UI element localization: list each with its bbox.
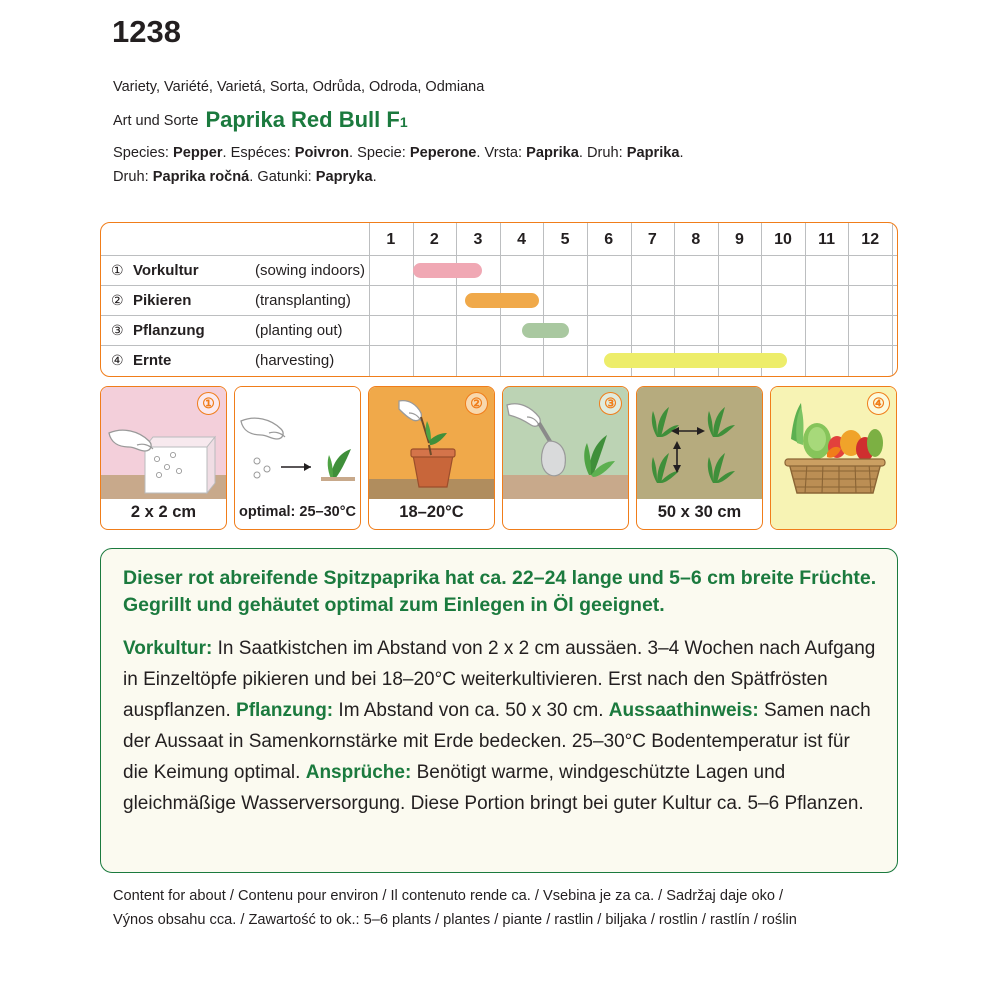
calendar-month-2: 2 xyxy=(429,231,439,248)
variety-name-subscript: 1 xyxy=(399,114,408,130)
species-line-2-end: . xyxy=(372,169,377,185)
species-label-it: . Specie: xyxy=(349,145,410,161)
calendar-column-rule xyxy=(892,223,893,376)
calendar-step-name-de: Vorkultur xyxy=(133,262,199,279)
calendar-step-number: ① xyxy=(111,262,124,278)
species-label-sk: Druh: xyxy=(113,169,153,185)
calendar-month-5: 5 xyxy=(560,231,570,248)
description-body xyxy=(123,633,877,819)
pictogram-pricking-out xyxy=(368,386,495,530)
species-value-fr: Poivron xyxy=(294,145,350,161)
pictogram-caption-spacing-field: 50 x 30 cm xyxy=(657,503,742,521)
sowing-calendar xyxy=(100,222,898,377)
pictogram-germination-temp xyxy=(234,386,361,530)
footer-line-1: Content for about / Contenu pour environ / Il contenuto rende ca. / Vsebina je za ca. / Sadržaj daje oko / xyxy=(113,888,784,904)
calendar-row-label-ernte xyxy=(111,348,334,372)
species-names xyxy=(113,141,913,189)
calendar-grid xyxy=(101,223,897,376)
keyword-aussaathinweis: Aussaathinweis: xyxy=(608,700,759,721)
calendar-bar-vorkultur xyxy=(413,263,483,278)
variety-languages-line: Variety, Variété, Varietá, Sorta, Odrůda, Odroda, Odmiana xyxy=(113,79,485,95)
species-line-1-end: . xyxy=(679,145,684,161)
text-ansprueche: Benötigt warme, windgeschützte Lagen und gleichmäßige Wasserversorgung. Diese Portion bringt bei guter Kultur ca. 5–6 Pflanzen. xyxy=(123,762,864,814)
species-value-sl: Paprika xyxy=(526,145,579,161)
calendar-month-8: 8 xyxy=(691,231,701,248)
species-value-pl: Papryka xyxy=(315,169,373,185)
calendar-step-name-en: (planting out) xyxy=(255,322,343,339)
variety-name-text: Paprika Red Bull F xyxy=(205,107,400,132)
species-line-2 xyxy=(113,165,913,189)
calendar-month-3: 3 xyxy=(473,231,483,248)
species-value-en: Pepper xyxy=(173,145,223,161)
calendar-month-1: 1 xyxy=(386,231,396,248)
pictogram-planting-out xyxy=(502,386,629,530)
text-pflanzung: Im Abstand von ca. 50 x 30 cm. xyxy=(333,700,609,721)
calendar-month-12: 12 xyxy=(861,231,880,248)
pictogram-caption-growon-temp: 18–20°C xyxy=(399,503,464,521)
calendar-month-4: 4 xyxy=(517,231,526,248)
pictogram-harvest xyxy=(770,386,897,530)
variety-name xyxy=(205,107,407,132)
species-label-fr: . Espéces: xyxy=(222,145,295,161)
calendar-month-11: 11 xyxy=(818,231,836,248)
footer-content-note xyxy=(113,884,913,932)
keyword-ansprueche: Ansprüche: xyxy=(305,762,412,783)
step-badge-3: ③ xyxy=(599,392,622,415)
keyword-vorkultur: Vorkultur: xyxy=(123,638,213,659)
calendar-bar-ernte xyxy=(604,353,787,368)
pictogram-sowing xyxy=(100,386,227,530)
calendar-step-number: ④ xyxy=(111,352,124,368)
species-label-cz: . Druh: xyxy=(578,145,627,161)
calendar-month-10: 10 xyxy=(774,231,792,248)
species-value-sk: Paprika ročná xyxy=(152,169,250,185)
calendar-step-number: ② xyxy=(111,292,124,308)
text-aussaathinweis: Samen nach der Aussaat in Samenkornstärke mit Erde bedecken. 25–30°C Bodentemperatur ist für die Keimung optimal. xyxy=(123,700,871,783)
calendar-step-name-en: (transplanting) xyxy=(255,292,351,309)
species-value-it: Peperone xyxy=(409,145,477,161)
description-intro: Dieser rot abreifende Spitzpaprika hat ca. 22–24 lange und 5–6 cm breite Früchte. Gegrillt und gehäutet optimal zum Einlegen in Öl geeignet. xyxy=(123,567,877,616)
calendar-step-name-de: Pikieren xyxy=(133,292,192,309)
calendar-bar-pikieren xyxy=(465,293,539,308)
species-label-pl: . Gatunki: xyxy=(249,169,316,185)
pictogram-caption-planting xyxy=(503,496,628,529)
calendar-bar-pflanzung xyxy=(522,323,570,338)
pictogram-caption-harvest xyxy=(771,496,896,529)
step-badge-1: ① xyxy=(197,392,220,415)
species-line-1 xyxy=(113,141,913,165)
keyword-pflanzung: Pflanzung: xyxy=(236,700,334,721)
calendar-step-name-en: (harvesting) xyxy=(255,352,335,369)
calendar-month-9: 9 xyxy=(734,231,744,248)
species-value-cz: Paprika xyxy=(626,145,680,161)
pictogram-caption-temp: optimal: 25–30°C xyxy=(238,504,356,520)
art-und-sorte-label: Art und Sorte xyxy=(113,113,199,129)
calendar-month-6: 6 xyxy=(604,231,614,248)
pictogram-strip xyxy=(100,386,898,530)
calendar-step-name-de: Pflanzung xyxy=(133,322,205,339)
calendar-row-label-pflanzung xyxy=(111,318,343,342)
calendar-step-name-de: Ernte xyxy=(133,352,172,369)
calendar-row-label-vorkultur xyxy=(111,258,365,282)
step-badge-2: ② xyxy=(465,392,488,415)
species-label-en: Species: xyxy=(113,145,174,161)
calendar-step-number: ③ xyxy=(111,322,124,338)
description-panel xyxy=(100,548,898,873)
footer-line-2: Výnos obsahu cca. / Zawartość to ok.: 5–6 plants / plantes / piante / rastlin / biljaka / rostlin / rastlín / roślin xyxy=(113,912,797,928)
variety-title-row xyxy=(113,107,408,133)
calendar-step-name-en: (sowing indoors) xyxy=(255,262,366,279)
pictogram-spacing xyxy=(636,386,763,530)
species-label-sl: . Vrsta: xyxy=(476,145,527,161)
calendar-month-7: 7 xyxy=(647,231,657,248)
step-badge-4: ④ xyxy=(867,392,890,415)
text-vorkultur: In Saatkistchen im Abstand von 2 x 2 cm aussäen. 3–4 Wochen nach Aufgang in Einzeltöpfe pikieren und bei 18–20°C weiterkultivieren. Erst nach den Spätfrösten auspflanzen. xyxy=(123,638,876,721)
pictogram-caption-spacing: 2 x 2 cm xyxy=(130,503,197,521)
article-number: 1238 xyxy=(112,14,181,49)
calendar-row-label-pikieren xyxy=(111,288,351,312)
